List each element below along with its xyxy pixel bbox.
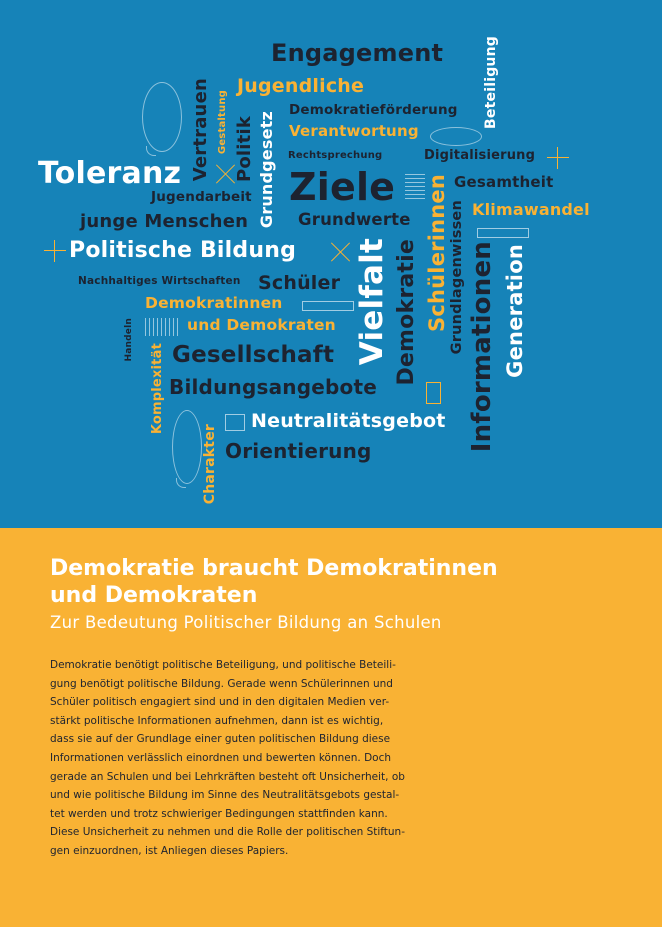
stripe-pattern: [145, 318, 181, 336]
body-line: und wie politische Bildung im Sinne des Neutralitätsgebots gestal-: [50, 789, 400, 802]
speech-bubble-icon: [430, 127, 482, 146]
word-demokratie: Demokratie: [394, 239, 419, 386]
body-line: Demokratie benötigt politische Beteiligung, und politische Beteili-: [50, 659, 396, 671]
word-grundwerte: Grundwerte: [298, 210, 411, 229]
plus-icon: [44, 240, 66, 262]
word-bildungsangebote: Bildungsangebote: [169, 375, 377, 399]
word-ziele: Ziele: [289, 165, 396, 209]
title-line: Demokratie braucht Demokratinnen: [50, 556, 498, 581]
title-line: und Demokraten: [50, 583, 258, 608]
body-line: dass sie auf der Grundlage einer guten politischen Bildung diese: [50, 733, 391, 746]
word-jugendliche: Jugendliche: [237, 75, 365, 97]
body-line: gung benötigt politische Bildung. Gerade wenn Schülerinnen und: [50, 677, 393, 690]
word-klimawandel: Klimawandel: [472, 200, 590, 219]
word-jugendarbeit: Jugendarbeit: [151, 189, 252, 205]
word-demokratinnen: Demokratinnen: [145, 294, 283, 312]
word-politische-bildung: Politische Bildung: [69, 238, 297, 263]
outline-box: [302, 301, 354, 311]
word-gesamtheit: Gesamtheit: [454, 173, 554, 191]
word-digitalisierung: Digitalisierung: [424, 148, 536, 163]
page-title: [50, 555, 630, 609]
body-line: Informationen verlässlich einordnen und bewerten können. Doch: [50, 751, 392, 764]
word-rechtsprechung: Rechtsprechung: [288, 150, 383, 161]
plus-icon: [547, 147, 569, 169]
speech-bubble-tail: [146, 146, 156, 156]
word-verantwortung: Verantwortung: [289, 122, 419, 140]
word-informationen: Informationen: [467, 241, 497, 453]
body-line: Schüler politisch engagiert sind und in den digitalen Medien ver-: [50, 696, 390, 709]
word-engagement: Engagement: [271, 39, 444, 67]
outline-box-gold: [426, 382, 441, 404]
outline-box: [225, 414, 245, 431]
body-line: tet werden und trotz schwieriger Bedingungen stattfinden kann.: [50, 807, 388, 820]
body-line: gen einzuordnen, ist Anliegen dieses Papiers.: [50, 844, 289, 857]
word-komplexitaet: Komplexität: [150, 343, 165, 435]
word-demokratiefoerderung: Demokratieförderung: [289, 102, 458, 118]
word-orientierung: Orientierung: [225, 439, 372, 463]
body-line: Diese Unsicherheit zu nehmen und die Rolle der politischen Stiftun-: [50, 826, 406, 839]
word-schueler: Schüler: [258, 272, 341, 294]
body-line: gerade an Schulen und bei Lehrkräften besteht oft Unsicherheit, ob: [50, 770, 405, 783]
word-grundlagenwissen: Grundlagenwissen: [449, 200, 465, 355]
word-junge-menschen: junge Menschen: [80, 211, 249, 232]
speech-bubble-icon: [172, 410, 202, 484]
word-neutralitaetsgebot: Neutralitätsgebot: [251, 410, 446, 432]
speech-bubble-icon: [142, 82, 182, 152]
page-subtitle: Zur Bedeutung Politischer Bildung an Schulen: [50, 613, 442, 632]
body-paragraph: [50, 656, 455, 861]
cross-icon: [331, 242, 351, 262]
word-gesellschaft: Gesellschaft: [172, 342, 335, 368]
word-schuelerinnen: Schülerinnen: [425, 174, 449, 332]
word-toleranz: Toleranz: [38, 156, 182, 191]
stripe-pattern: [405, 172, 425, 199]
speech-bubble-tail: [176, 478, 186, 488]
word-generation: Generation: [503, 244, 527, 378]
word-nachhaltiges-wirtschaften: Nachhaltiges Wirtschaften: [78, 275, 241, 287]
word-vielfalt: Vielfalt: [354, 238, 390, 366]
outline-box: [477, 228, 529, 238]
word-grundgesetz: Grundgesetz: [257, 111, 276, 229]
word-gestaltung: Gestaltung: [217, 90, 228, 155]
word-und-demokraten: und Demokraten: [187, 316, 336, 334]
word-beteiligung: Beteiligung: [483, 36, 499, 129]
word-vertrauen: Vertrauen: [190, 78, 211, 182]
cross-icon: [216, 164, 236, 184]
body-line: stärkt politische Informationen aufnehmen, dann ist es wichtig,: [50, 714, 384, 727]
word-handeln: Handeln: [124, 318, 134, 362]
word-politik: Politik: [234, 116, 255, 183]
word-charakter: Charakter: [202, 424, 218, 505]
